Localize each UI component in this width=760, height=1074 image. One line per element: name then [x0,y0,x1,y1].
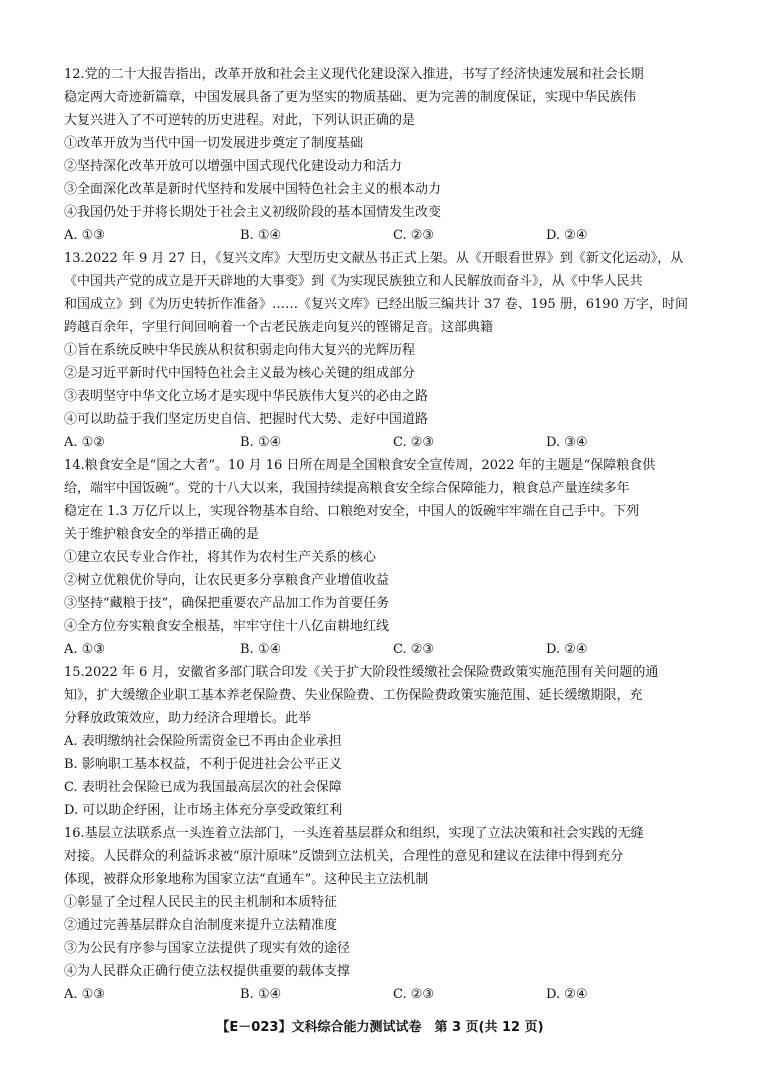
q12-option-a[interactable]: A. ①③ [64,228,105,243]
q13-statement-2: ②是习近平新时代中国特色社会主义最为核心关键的组成部分 [64,366,416,381]
q15-option-d[interactable]: D. 可以助企纾困，让市场主体充分享受政策红利 [64,803,343,818]
q12-stem-line: 稳定两大奇迹新篇章，中国发展具备了更为坚实的物质基础、更为完善的制度保证，实现中华民族伟 [64,90,637,105]
q15-stem-line: 15.2022 年 6 月，安徽省多部门联合印发《关于扩大阶段性缓缴社会保险费政策实施范围有关问题的通 [64,665,659,680]
q14-stem-line: 稳定在 1.3 万亿斤以上，实现谷物基本自给、口粮绝对安全，中国人的饭碗牢牢端在自己手中。下列 [64,504,639,519]
q14-statement-3: ③坚持“藏粮于技”，确保把重要农产品加工作为首要任务 [64,596,390,611]
q12-option-c[interactable]: C. ②③ [393,228,435,243]
q16-statement-4: ④为人民群众正确行使立法权提供重要的载体支撑 [64,964,351,979]
q14-statement-1: ①建立农民专业合作社，将其作为农村生产关系的核心 [64,550,377,565]
q15-stem-line: 分释放政策效应，助力经济合理增长。此举 [64,711,312,726]
q12-stem-line: 12.党的二十大报告指出，改革开放和社会主义现代化建设深入推进，书写了经济快速发展和社会长期 [64,67,644,82]
q13-option-a[interactable]: A. ①② [64,435,105,450]
q13-stem-line: 13.2022 年 9 月 27 日，《复兴文库》大型历史文献丛书正式上架。从《开眼看世界》到《新文化运动》，从 [64,251,684,266]
q14-stem-line: 14.粮食安全是“国之大者”。10 月 16 日所在周是全国粮食安全宣传周，2022 年的主题是“保障粮食供 [64,458,656,473]
q12-stem-line: 大复兴进入了不可逆转的历史进程。对此，下列认识正确的是 [64,113,416,128]
q14-option-c[interactable]: C. ②③ [393,642,435,657]
q16-option-b[interactable]: B. ①④ [240,987,282,1002]
q12-option-d[interactable]: D. ②④ [546,228,588,243]
q12-statement-2: ②坚持深化改革开放可以增强中国式现代化建设动力和活力 [64,159,403,174]
q16-stem-line: 对接。人民群众的利益诉求被“原汁原味”反馈到立法机关，合理性的意见和建议在法律中得到充分 [64,849,624,864]
q13-stem-line: 和国成立》到《为历史转折作准备》……《复兴文库》已经出版三编共计 37 卷、195 册，6190 万字，时间 [64,297,688,312]
q13-stem-line: 跨越百余年，字里行间回响着一个古老民族走向复兴的铿锵足音。这部典籍 [64,320,494,335]
q16-option-c[interactable]: C. ②③ [393,987,435,1002]
q13-option-d[interactable]: D. ③④ [546,435,588,450]
q13-statement-3: ③表明坚守中华文化立场才是实现中华民族伟大复兴的必由之路 [64,389,429,404]
q12-option-b[interactable]: B. ①④ [240,228,282,243]
q16-statement-1: ①彰显了全过程人民民主的民主机制和本质特征 [64,895,338,910]
q16-option-a[interactable]: A. ①③ [64,987,105,1002]
q12-statement-1: ①改革开放为当代中国一切发展进步奠定了制度基础 [64,136,364,151]
q15-option-a[interactable]: A. 表明缴纳社会保险所需资金已不再由企业承担 [64,734,342,749]
q13-statement-1: ①旨在系统反映中华民族从积贫积弱走向伟大复兴的光辉历程 [64,343,416,358]
q14-stem-line: 给，端牢中国饭碗”。党的十八大以来，我国持续提高粮食安全综合保障能力，粮食总产量连续多年 [64,481,630,496]
q14-option-a[interactable]: A. ①③ [64,642,105,657]
q14-statement-2: ②树立优粮优价导向，让农民更多分享粮食产业增值收益 [64,573,390,588]
q14-statement-4: ④全方位夯实粮食安全根基，牢牢守住十八亿亩耕地红线 [64,619,390,634]
q15-stem-line: 知》，扩大缓缴企业职工基本养老保险费、失业保险费、工伤保险费政策实施范围、延长缓缴期限，充 [64,688,643,703]
q16-option-d[interactable]: D. ②④ [546,987,588,1002]
page-footer: 【E－023】文科综合能力测试试卷 第 3 页(共 12 页) [216,1020,544,1035]
q13-stem-line: 《中国共产党的成立是开天辟地的大事变》到《为实现民族独立和人民解放而奋斗》，从《中华人民共 [64,274,643,289]
q14-option-d[interactable]: D. ②④ [546,642,588,657]
q14-stem-line: 关于维护粮食安全的举措正确的是 [64,527,260,542]
q16-statement-3: ③为公民有序参与国家立法提供了现实有效的途径 [64,941,351,956]
q14-option-b[interactable]: B. ①④ [240,642,282,657]
q13-statement-4: ④可以助益于我们坚定历史自信、把握时代大势、走好中国道路 [64,412,429,427]
q12-statement-4: ④我国仍处于并将长期处于社会主义初级阶段的基本国情发生改变 [64,205,442,220]
q15-option-c[interactable]: C. 表明社会保险已成为我国最高层次的社会保障 [64,780,342,795]
q13-option-b[interactable]: B. ①④ [240,435,282,450]
q12-statement-3: ③全面深化改革是新时代坚持和发展中国特色社会主义的根本动力 [64,182,442,197]
q15-option-b[interactable]: B. 影响职工基本权益，不利于促进社会公平正义 [64,757,342,772]
q13-option-c[interactable]: C. ②③ [393,435,435,450]
q16-stem-line: 16.基层立法联系点一头连着立法部门，一头连着基层群众和组织，实现了立法决策和社会实践的无缝 [64,826,644,841]
q16-statement-2: ②通过完善基层群众自治制度来提升立法精准度 [64,918,338,933]
q16-stem-line: 体现，被群众形象地称为国家立法“直通车”。这种民主立法机制 [64,872,429,887]
